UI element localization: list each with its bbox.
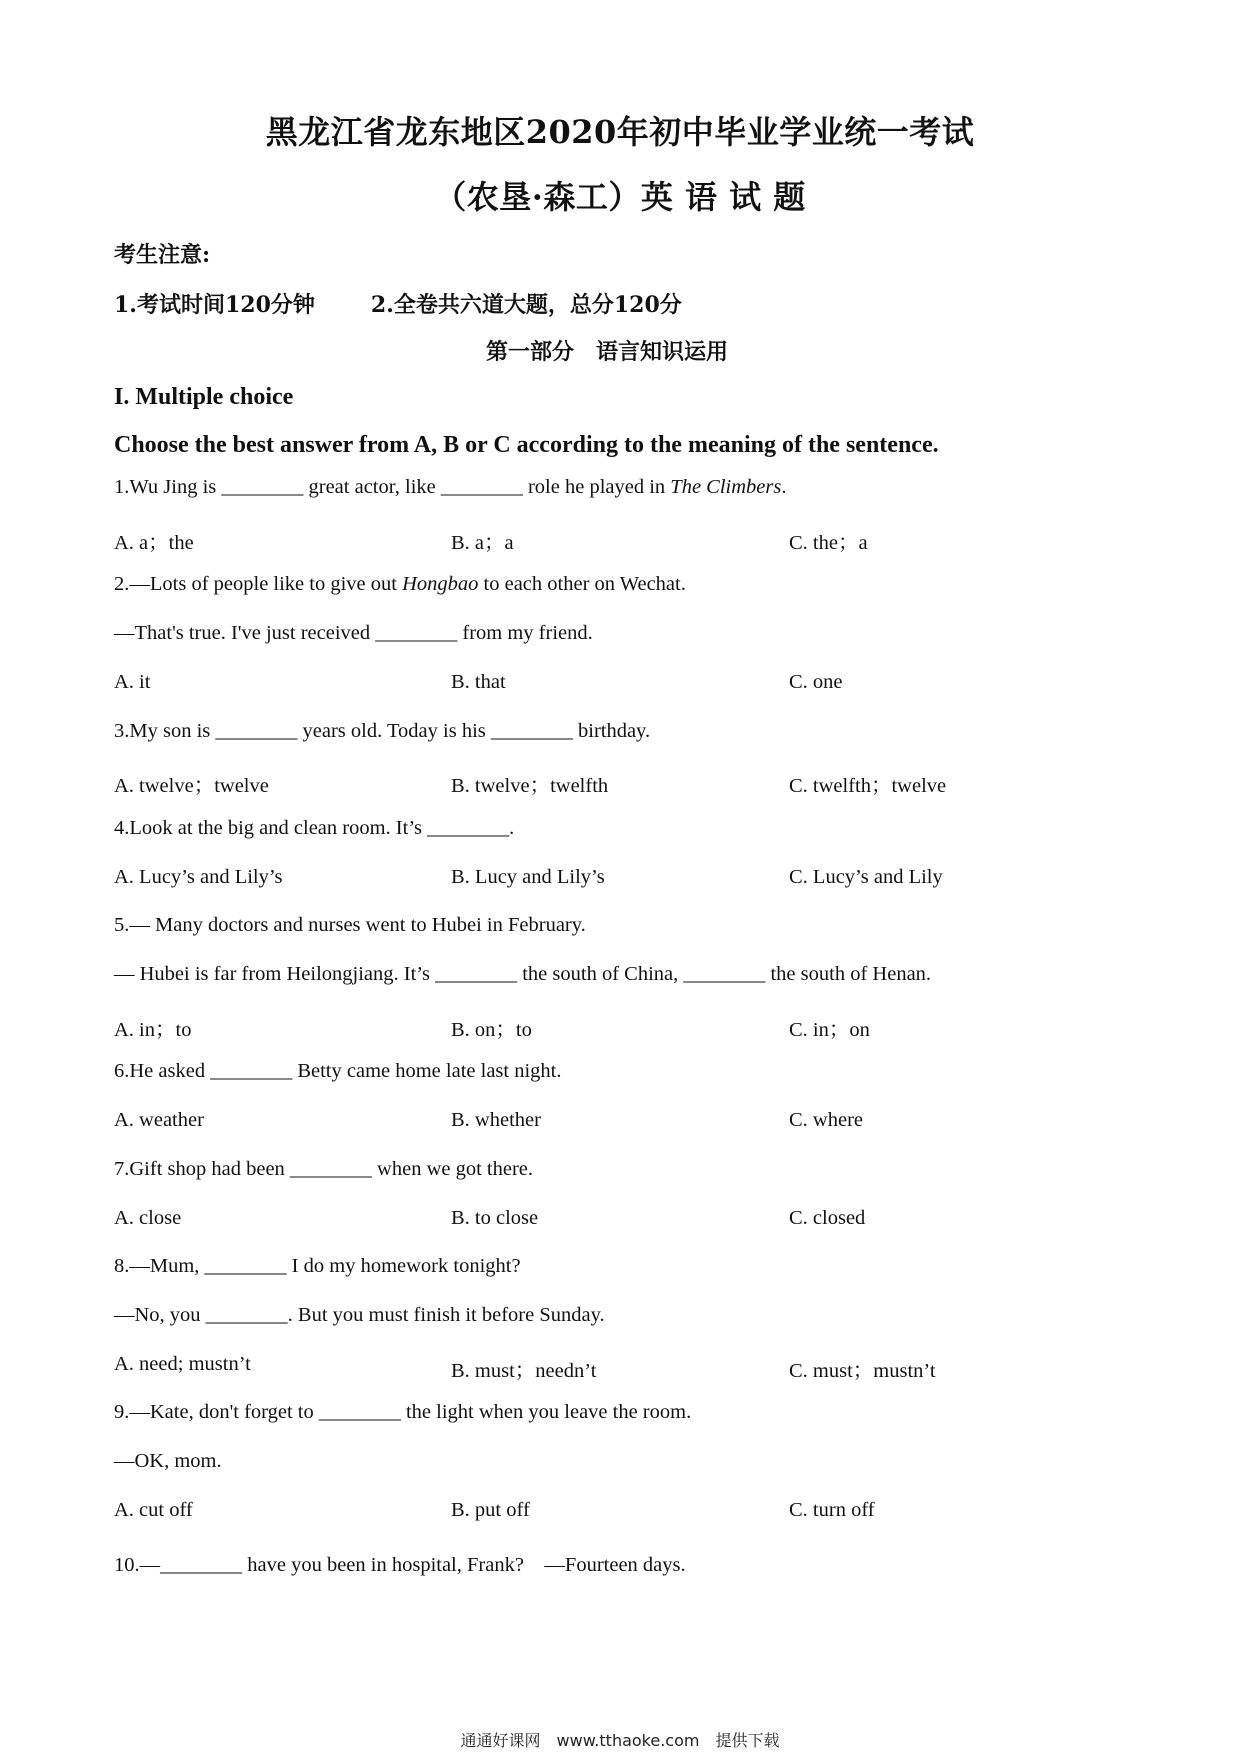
notice-item-time: 1.考试时间120分钟 xyxy=(114,292,315,318)
question-text: 1.Wu Jing is ________ great actor, like ________ role he played in xyxy=(114,476,671,498)
question-italic-term: The Climbers xyxy=(670,476,782,498)
question-6-line-1 xyxy=(114,1060,561,1083)
option-c[interactable]: C. in；on xyxy=(789,1018,870,1041)
option-c[interactable]: C. one xyxy=(789,670,843,693)
section-instruction: Choose the best answer from A, B or C according to the meaning of the sentence. xyxy=(114,432,939,458)
section-heading: I. Multiple choice xyxy=(114,384,294,410)
question-text: — Hubei is far from Heilongjiang. It’s ________ the south of China, ________ the south of Henan. xyxy=(114,963,932,985)
notice-item-score: 2.全卷共六道大题，总分120分 xyxy=(370,292,682,318)
option-a[interactable]: A. in；to xyxy=(114,1018,192,1041)
question-text: 3.My son is ________ years old. Today is his ________ birthday. xyxy=(114,719,651,742)
question-2-line-2 xyxy=(114,622,593,645)
question-text: —No, you ________. But you must finish it before Sunday. xyxy=(114,1303,605,1326)
question-text: 2.—Lots of people like to give out xyxy=(114,573,403,596)
question-9-line-2 xyxy=(114,1450,222,1473)
notice-heading: 考生注意: xyxy=(114,242,211,268)
question-5-line-2 xyxy=(114,963,931,986)
option-b[interactable]: B. on；to xyxy=(451,1018,532,1041)
option-a[interactable]: A. it xyxy=(114,670,151,693)
question-italic-term: Hongbao xyxy=(402,573,479,596)
option-b[interactable]: B. that xyxy=(451,670,506,693)
question-7-line-1 xyxy=(114,1158,533,1181)
question-text-tail: . xyxy=(781,476,787,498)
question-text: 7.Gift shop had been ________ when we got there. xyxy=(114,1157,534,1180)
question-text: 8.—Mum, ________ I do my homework tonight? xyxy=(114,1255,521,1278)
option-c[interactable]: C. where xyxy=(789,1109,864,1132)
option-b[interactable]: B. must；needn’t xyxy=(451,1359,597,1382)
option-a[interactable]: A. weather xyxy=(114,1109,204,1132)
question-1-line-1 xyxy=(114,476,786,499)
exam-subtitle: （农垦·森工）英 语 试 题 xyxy=(434,178,806,216)
question-3-line-1 xyxy=(114,720,650,743)
question-8-line-2 xyxy=(114,1304,605,1327)
question-4-line-1 xyxy=(114,817,514,840)
option-c[interactable]: C. turn off xyxy=(789,1498,875,1521)
question-text-tail: to each other on Wechat. xyxy=(478,573,686,596)
option-c[interactable]: C. must；mustn’t xyxy=(789,1359,936,1382)
question-9-line-1 xyxy=(114,1401,691,1424)
question-text: 4.Look at the big and clean room. It’s ________. xyxy=(114,816,515,839)
option-b[interactable]: B. a；a xyxy=(451,531,514,554)
option-b[interactable]: B. whether xyxy=(451,1109,541,1132)
option-a[interactable]: A. twelve；twelve xyxy=(114,775,269,798)
option-c[interactable]: C. Lucy’s and Lily xyxy=(789,865,943,888)
option-c[interactable]: C. twelfth；twelve xyxy=(789,775,947,798)
option-c[interactable]: C. the；a xyxy=(789,531,868,554)
notice-items xyxy=(114,288,682,319)
option-b[interactable]: B. Lucy and Lily’s xyxy=(451,865,605,888)
question-text: 9.—Kate, don't forget to ________ the light when you leave the room. xyxy=(114,1401,692,1424)
question-text: —OK, mom. xyxy=(114,1450,222,1472)
question-text: 10.—________ have you been in hospital, Frank? —Fourteen days. xyxy=(114,1554,686,1577)
question-text: —That's true. I've just received ________ from my friend. xyxy=(114,622,593,645)
exam-title: 黑龙江省龙东地区2020年初中毕业学业统一考试 xyxy=(265,113,975,151)
question-5-line-1 xyxy=(114,914,586,937)
option-a[interactable]: A. cut off xyxy=(114,1498,193,1521)
option-b[interactable]: B. put off xyxy=(451,1498,530,1521)
option-a[interactable]: A. Lucy’s and Lily’s xyxy=(114,865,283,888)
option-a[interactable]: A. need; mustn’t xyxy=(114,1352,251,1375)
footer-source: 通通好课网 www.tthaoke.com 提供下载 xyxy=(460,1731,780,1750)
question-2-line-1 xyxy=(114,573,686,596)
option-a[interactable]: A. a；the xyxy=(114,531,194,554)
part-heading: 第一部分 语言知识运用 xyxy=(486,339,729,365)
question-8-line-1 xyxy=(114,1255,521,1278)
option-c[interactable]: C. closed xyxy=(789,1206,866,1229)
option-b[interactable]: B. twelve；twelfth xyxy=(451,775,609,798)
question-text: 5.— Many doctors and nurses went to Hubei in February. xyxy=(114,914,586,937)
question-text: 6.He asked ________ Betty came home late last night. xyxy=(114,1060,562,1083)
question-10-line-1 xyxy=(114,1547,686,1577)
option-b[interactable]: B. to close xyxy=(451,1206,539,1229)
option-a[interactable]: A. close xyxy=(114,1206,182,1229)
